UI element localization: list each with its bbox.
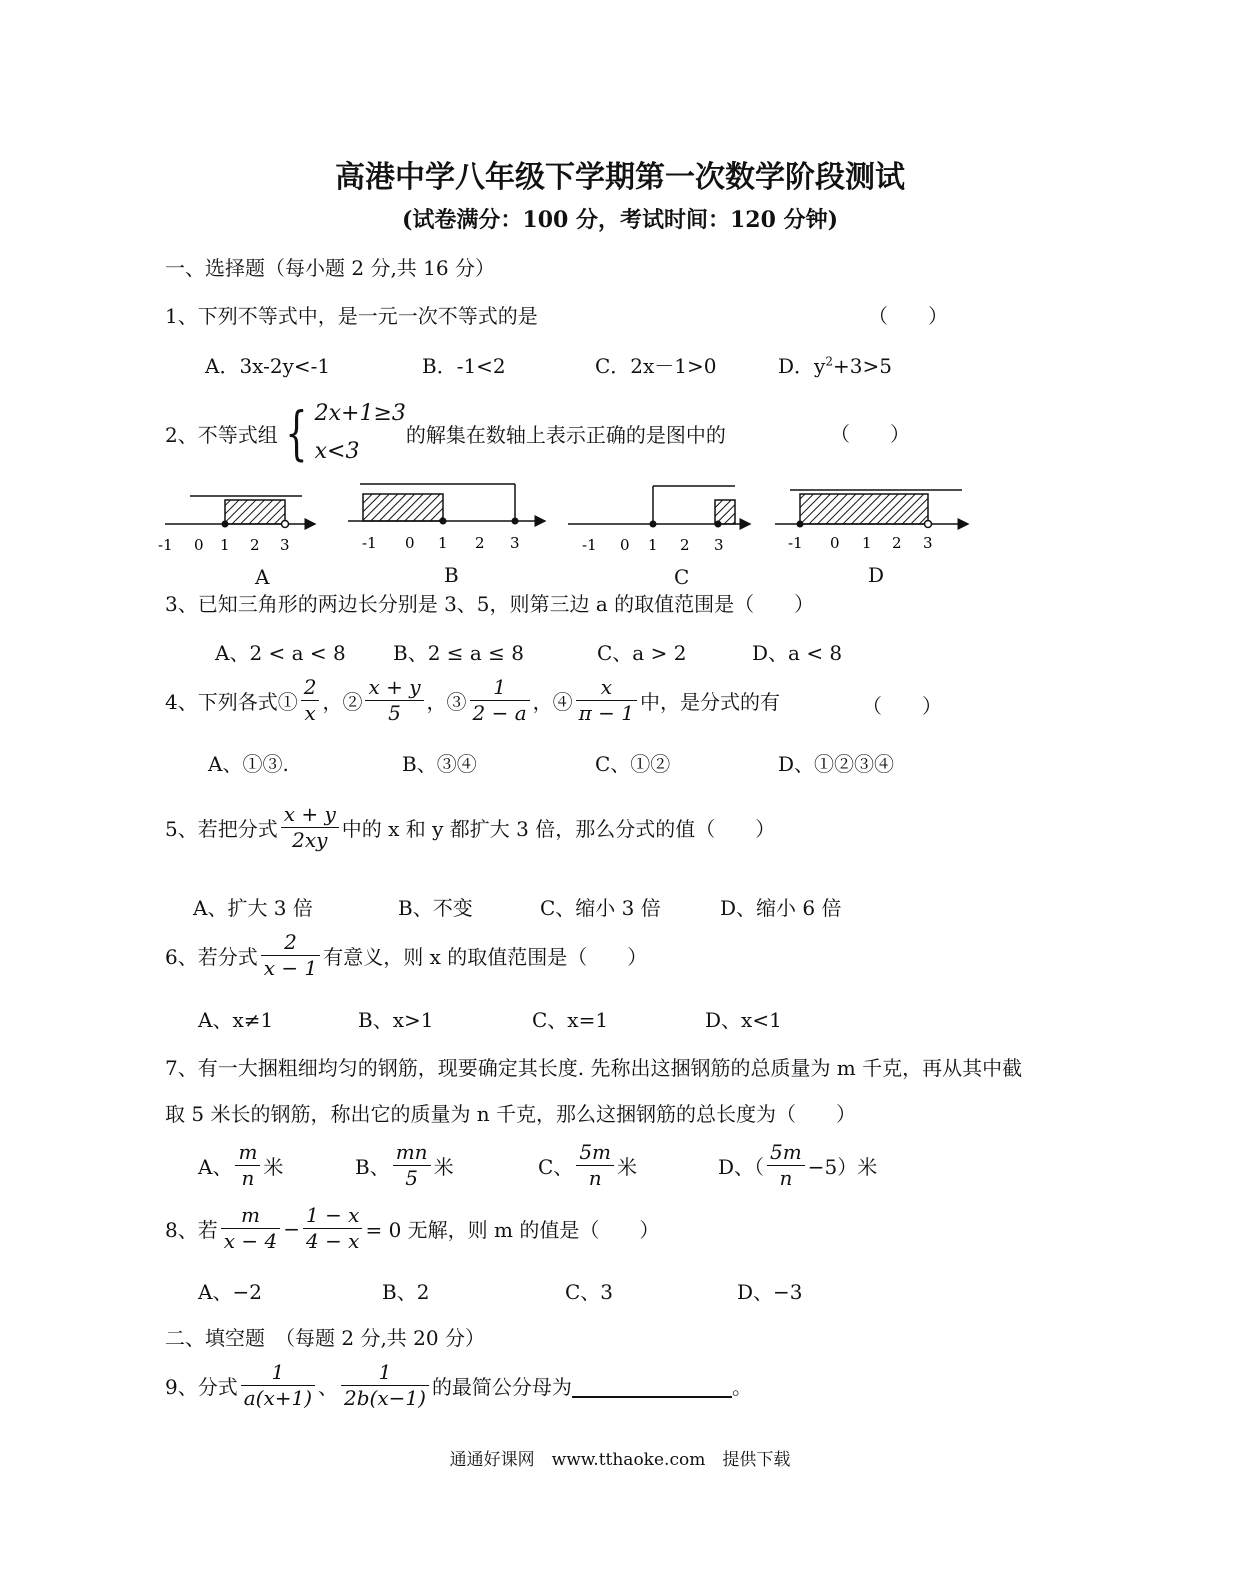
inequality-system: { 2x+1≥3 x<3 bbox=[285, 399, 406, 467]
svg-text:0: 0 bbox=[620, 536, 630, 554]
question-6-option-d: D、x<1 bbox=[705, 1008, 782, 1032]
question-6-option-c: C、x=1 bbox=[532, 1008, 609, 1032]
question-4-option-a: A、①③. bbox=[208, 752, 289, 776]
question-8-option-c: C、3 bbox=[565, 1280, 614, 1304]
section-choice-heading: 一、选择题（每小题 2 分,共 16 分） bbox=[165, 256, 495, 280]
question-9-answer-blank[interactable] bbox=[572, 1374, 732, 1398]
question-8-option-b: B、2 bbox=[382, 1280, 430, 1304]
svg-text:2: 2 bbox=[680, 536, 690, 554]
question-4-stem: 4、下列各式① $\frac{2}{x}$ ，② $\frac{x + y}{5}$ ，③ $\frac{1}{2 - a}$ ，④ $\frac{x}{\pi - 1}$ 中，是分式的有 bbox=[165, 675, 780, 725]
figure-label-a: A bbox=[255, 565, 270, 589]
svg-text:-1: -1 bbox=[788, 534, 803, 552]
svg-text:1: 1 bbox=[220, 536, 230, 554]
question-2-answer-paren: （ ） bbox=[830, 422, 910, 446]
svg-text:3: 3 bbox=[714, 536, 724, 554]
section-fill-heading: 二、填空题 （每题 2 分,共 20 分） bbox=[165, 1326, 485, 1350]
page-subtitle: (试卷满分：100 分，考试时间：120 分钟) bbox=[402, 207, 838, 233]
question-6-stem: 6、若分式 $\frac{2}{x - 1}$ 有意义，则 x 的取值范围是（ ） bbox=[165, 930, 648, 980]
question-1-option-c: C．2x－1>0 bbox=[595, 354, 717, 378]
svg-text:1: 1 bbox=[862, 534, 872, 552]
svg-text:0: 0 bbox=[405, 534, 415, 552]
svg-text:0: 0 bbox=[830, 534, 840, 552]
question-1-option-b: B．-1<2 bbox=[422, 354, 506, 378]
question-4-answer-paren: （ ） bbox=[862, 694, 942, 718]
question-3-option-d: D、a < 8 bbox=[752, 641, 843, 665]
question-1-option-a: A．3x-2y<-1 bbox=[205, 354, 331, 378]
question-7-option-b: B、 $\frac{mn}{5}$ 米 bbox=[355, 1140, 454, 1190]
svg-text:-1: -1 bbox=[362, 534, 377, 552]
question-4-option-c: C、①② bbox=[595, 752, 671, 776]
question-3-option-c: C、a > 2 bbox=[597, 641, 687, 665]
number-line-d bbox=[775, 490, 968, 552]
question-5-option-b: B、不变 bbox=[398, 896, 473, 920]
question-5-option-d: D、缩小 6 倍 bbox=[720, 896, 842, 920]
question-3-option-b: B、2 ≤ a ≤ 8 bbox=[393, 641, 525, 665]
question-4-option-b: B、③④ bbox=[402, 752, 477, 776]
question-7-option-a: A、 $\frac{m}{n}$ 米 bbox=[198, 1140, 284, 1190]
page-title: 高港中学八年级下学期第一次数学阶段测试 bbox=[335, 160, 905, 195]
figure-label-d: D bbox=[868, 563, 885, 587]
question-1-stem: 1、下列不等式中，是一元一次不等式的是 bbox=[165, 304, 538, 328]
question-1-option-d: D．$y^2+3>5$ bbox=[778, 354, 892, 378]
number-line-a bbox=[158, 496, 315, 554]
question-1-answer-paren: （ ） bbox=[868, 304, 948, 328]
svg-text:-1: -1 bbox=[582, 536, 597, 554]
number-line-figures bbox=[150, 478, 980, 588]
svg-text:-1: -1 bbox=[158, 536, 173, 554]
question-6-option-b: B、x>1 bbox=[358, 1008, 434, 1032]
svg-text:2: 2 bbox=[892, 534, 902, 552]
question-8-option-d: D、−3 bbox=[737, 1280, 803, 1304]
question-7-option-d: D、（ $\frac{5m}{n}$ −5）米 bbox=[718, 1140, 878, 1190]
question-7-stem-line-2: 取 5 米长的钢筋，称出它的质量为 n 千克，那么这捆钢筋的总长度为（ ） bbox=[165, 1102, 857, 1126]
svg-text:0: 0 bbox=[194, 536, 204, 554]
question-9-stem: 9、分式 $\frac{1}{a(x+1)}$ 、 $\frac{1}{2b(x-1)}$ 的最简公分母为 。 bbox=[165, 1360, 752, 1410]
question-5-option-a: A、扩大 3 倍 bbox=[193, 896, 313, 920]
question-2-stem: 2、不等式组 { 2x+1≥3 x<3 的解集在数轴上表示正确的是图中的 bbox=[165, 395, 726, 471]
figure-label-b: B bbox=[444, 563, 459, 587]
svg-text:2: 2 bbox=[250, 536, 260, 554]
question-5-option-c: C、缩小 3 倍 bbox=[540, 896, 661, 920]
number-line-b bbox=[348, 484, 545, 552]
question-5-stem: 5、若把分式 $\frac{x + y}{2xy}$ 中的 x 和 y 都扩大 3 倍，那么分式的值（ ） bbox=[165, 802, 776, 852]
question-6-option-a: A、x≠1 bbox=[198, 1008, 274, 1032]
question-3-stem: 3、已知三角形的两边长分别是 3、5，则第三边 a 的取值范围是（ ） bbox=[165, 592, 815, 616]
svg-text:2: 2 bbox=[475, 534, 485, 552]
question-7-option-c: C、 $\frac{5m}{n}$ 米 bbox=[538, 1140, 638, 1190]
svg-text:3: 3 bbox=[280, 536, 290, 554]
question-3-option-a: A、2 < a < 8 bbox=[215, 641, 346, 665]
number-line-c bbox=[568, 486, 750, 554]
svg-text:3: 3 bbox=[923, 534, 933, 552]
question-8-option-a: A、−2 bbox=[198, 1280, 262, 1304]
svg-text:3: 3 bbox=[510, 534, 520, 552]
svg-text:1: 1 bbox=[438, 534, 448, 552]
page-footer: 通通好课网 www.tthaoke.com 提供下载 bbox=[449, 1450, 791, 1470]
question-4-option-d: D、①②③④ bbox=[778, 752, 895, 776]
figure-label-c: C bbox=[674, 565, 690, 589]
question-7-stem-line-1: 7、有一大捆粗细均匀的钢筋，现要确定其长度. 先称出这捆钢筋的总质量为 m 千克，再从其中截 bbox=[165, 1056, 1023, 1080]
svg-text:1: 1 bbox=[648, 536, 658, 554]
question-8-stem: 8、若 $\frac{m}{x - 4}$ − $\frac{1 - x}{4 - x}$ = 0 无解，则 m 的值是（ ） bbox=[165, 1203, 660, 1253]
